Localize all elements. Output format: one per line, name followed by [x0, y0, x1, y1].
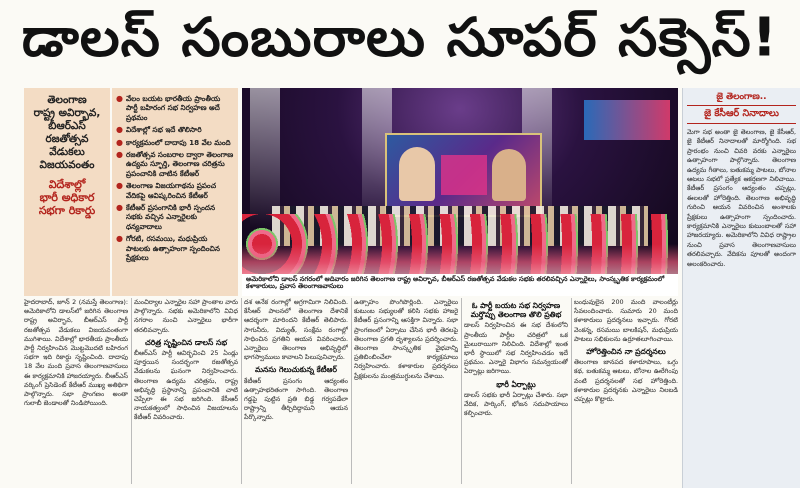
column-text: బంధువులైన 200 మంది వాలంటీర్లు సేవలందించారు. సుమారు 20 మంది కళాకారులు ప్రదర్శనలు ఇచ్చారు. గోరటి వెంకన్న, రసమయి బాలకిషన్, మధుప్రియ పాటలు సభికులను ఉర్రూతలూగించాయి. — [574, 298, 678, 343]
deck-line: విజయవంతం — [39, 159, 95, 171]
stage-screen — [385, 133, 542, 217]
sidebar-box — [682, 88, 800, 488]
bullet-dot-icon: ● — [116, 125, 123, 135]
event-photo — [242, 88, 678, 296]
bullet-text: ఉద్యమ స్ఫూర్తి, తెలంగాణ చరిత్రను — [125, 159, 225, 169]
deck-box — [24, 88, 110, 296]
deck-line: రాష్ట్ర అవిర్భావ, — [33, 107, 101, 119]
sidebar-body: మెగా సభ అంతా జై తెలంగాణ, జై కేసీఆర్, జై కేటీఆర్ నినాదాలతో మార్మోగింది. సభ ప్రారంభం నుంచి చివరి వరకు ఎన్నారైలు ఉత్సాహంగా పాల్గొన్నారు. తెలంగాణ ఉద్యమ గీతాలు, బతుకమ్మ పాటలు, బోనాల ఆటలు సభలో ప్రత్యేక ఆకర్షణగా నిలిచాయి. కేటీఆర్ ప్రసంగం ఆద్యంతం చప్పట్లు, ఈలలతో హోరెత్తింది. తెలంగాణ అభివృద్ధి గురించి ఆయన వివరించిన అంశాలకు ప్రేక్షకులు ఉత్సాహంగా స్పందించారు. కార్యక్రమానికి ఎన్నారైలు కుటుంబాలతో సహా హాజరయ్యారు. అమెరికాలోని వివిధ రాష్ట్రాల నుంచి ప్రవాస తెలంగాణవాసులు తరలివచ్చారు. వేదికను పూలతో అందంగా అలంకరించారు. — [687, 128, 796, 268]
column-text: మంచిర్యాల ఎన్నారైల సహా ప్రాంతాల వారు పాల్గొన్నారు. సభకు అమెరికాలోని వివిధ నగరాల నుంచి ఎన్నారైలు భారీగా తరలివచ్చారు. — [134, 298, 238, 334]
deck-red-line: విదేశాల్లో — [48, 178, 86, 191]
bullet-text: వేలం బయట భారతీయ ప్రాంతీయ పార్టీ — [125, 94, 221, 113]
column-text: బీఆర్ఎస్ పార్టీ ఆవిర్భవించి 25 ఏండ్లు పూర్తయిన సందర్భంగా రజతోత్సవ వేడుకలను ఘనంగా నిర్వహించారు. తెలంగాణ ఉద్యమ చరిత్రను, రాష్ట్ర అభివృద్ధి ప్రస్థానాన్ని ప్రపంచానికి చాటి చెప్పేలా ఈ సభ జరిగింది. కేసీఆర్ నాయకత్వంలో సాధించిన విజయాలను కేటీఆర్ వివరించారు. — [134, 349, 238, 422]
bullet-text: కార్యక్రమంలో దాదాపు 18 వేల మంది — [125, 137, 231, 147]
bullet-item — [116, 203, 234, 231]
deck-red-line: భారీ అధికార — [39, 191, 95, 204]
bullet-item — [116, 94, 234, 122]
bullet-item — [116, 125, 234, 134]
flower-decoration — [242, 244, 678, 274]
bullet-text: బహిరంగ సభ నిర్వహణ అదే ప్రథమం — [125, 103, 220, 122]
column-divider — [571, 298, 572, 484]
bullet-text: ప్రపంచానికి చాటిన కేటీఆర్ — [125, 168, 200, 178]
column-subhead: ఓ పార్టీ బయట సభ నిర్వహణ మర్తొప్పు తెలంగాణ తొలి ప్రతిభ — [470, 301, 562, 320]
sidebar-title: జై కేసీఆర్ నినాదాలు — [687, 108, 796, 124]
lead-section — [0, 88, 800, 296]
column-subhead: భారీ ఏర్పాట్లు — [496, 379, 536, 389]
column-subhead: హోరెత్తించిన నా ప్రదర్శనలు — [586, 347, 666, 357]
column-divider — [351, 298, 352, 484]
deck-line: రజతోత్సవ — [45, 133, 89, 145]
bullet-dot-icon: ● — [116, 150, 123, 160]
screen-banner — [441, 155, 487, 195]
headline-banner — [0, 2, 800, 86]
column-text: హైదరాబాద్, జూన్ 2 (నమస్తే తెలంగాణ): అమెరికాలోని డాలస్‌లో జరిగిన తెలంగాణ రాష్ట్ర అవిర్భావ, బీఆర్ఎస్ పార్టీ రజతోత్సవ వేడుకలు విజయవంతంగా ముగిశాయి. విదేశాల్లో భారతీయ ప్రాంతీయ పార్టీ నిర్వహించిన మొట్టమొదటి బహిరంగ సభగా ఇది రికార్డు సృష్టించింది. దాదాపు 18 వేల మంది ప్రవాస తెలంగాణవాసులు ఈ కార్యక్రమానికి హాజరయ్యారు. బీఆర్ఎస్ వర్కింగ్ ప్రెసిడెంట్ కేటీఆర్ ముఖ్య అతిథిగా పాల్గొన్నారు. సభా ప్రాంగణం అంతా గులాబీ జెండాలతో నిండిపోయింది. — [24, 298, 128, 408]
article-column — [354, 298, 458, 484]
bullet-dot-icon: ● — [116, 234, 123, 244]
bullet-item — [116, 181, 234, 200]
bullet-text: గోరటి, రసమయి, మధుప్రియ పాటలకు — [125, 234, 208, 253]
bullet-item — [116, 138, 234, 147]
column-text: ఉత్సాహం పొంగిపొర్లింది. ఎన్నారైలు కుటుంబ సభ్యులతో కలిసి సభకు హాజరై కేటీఆర్ ప్రసంగాన్ని ఆసక్తిగా విన్నారు. సభా ప్రాంగణంలో ఏర్పాటు చేసిన భారీ తెరలపై తెలంగాణ ప్రగతి దృశ్యాలను ప్రదర్శించారు. తెలంగాణ సాంస్కృతిక వైభవాన్ని ప్రతిబింబించేలా కార్యక్రమాలు నిర్వహించారు. కళాకారుల ప్రదర్శనలు ప్రేక్షకులను మంత్రముగ్ధులను చేశాయి. — [354, 298, 458, 380]
screen-portrait — [492, 149, 526, 201]
bullet-text: కేటీఆర్ ప్రసంగానికి భారీ స్పందన — [125, 203, 215, 213]
column-text: డాలస్ సభకు భారీ ఏర్పాట్లు చేశారు. సభా వేదిక, పార్కింగ్, భోజన సదుపాయాలు కల్పించారు. — [464, 390, 568, 418]
deck-line: బీఆర్ఎస్ — [48, 120, 86, 132]
bullet-list — [112, 88, 238, 296]
deck-line: తెలంగాణ — [47, 94, 87, 106]
bullet-item — [116, 150, 234, 178]
column-text: కేటీఆర్ ప్రసంగం ఆద్యంతం ఉత్సాహభరితంగా సాగింది. తెలంగాణ గడ్డపై పుట్టిన ప్రతి బిడ్డ గర్వపడేలా రాష్ట్రాన్ని తీర్చిదిద్దామని ఆయన పేర్కొన్నారు. — [244, 376, 348, 422]
bullet-dot-icon: ● — [116, 94, 123, 103]
bullet-dot-icon: ● — [116, 203, 123, 213]
bullet-text: ఉత్సాహంగా స్పందించిన ప్రేక్షకులు — [125, 243, 220, 263]
bullet-text: రజతోత్సవ సంబరాల ద్వారా తెలంగాణ — [125, 150, 234, 160]
article-column — [24, 298, 128, 484]
bullet-text: విదేశాల్లో సభ ఇదే తొలిసారి — [125, 125, 202, 135]
screen-portrait — [399, 147, 435, 201]
sidebar-kicker: జై తెలంగాణ.. — [687, 92, 796, 106]
bullet-dot-icon: ● — [116, 181, 123, 191]
column-text: దశ అనేక రంగాల్లో అగ్రగామిగా నిలిచింది. కేసీఆర్ పాలనలో తెలంగాణ దేశానికే ఆదర్శంగా మారిందని కేటీఆర్ తెలిపారు. సాగునీరు, విద్యుత్, సంక్షేమ రంగాల్లో సాధించిన ప్రగతిని ఆయన వివరించారు. ఎన్నారైలు తెలంగాణ అభివృద్ధిలో భాగస్వాములు కావాలని పిలుపునిచ్చారు. — [244, 298, 348, 362]
column-subhead: మనసు గెలుచుకున్న కేటీఆర్ — [254, 365, 337, 375]
bullet-text: తెలంగాణ విజయగాథను ప్రపంచ — [125, 181, 217, 191]
column-divider — [241, 298, 242, 484]
photo-caption: అమెరికాలోని డాలస్ నగరంలో ఆదివారం జరిగిన తెలంగాణ రాష్ట్ర అవిర్భావ, బీఆర్ఎస్ రజతోత్సవ వేడుకల సభకు తరలివచ్చిన ఎన్నారైలు, సాంస్కృతిక కార్యక్రమంలో కళాకారులు, ప్రవాస తెలంగాణవాసులు — [242, 274, 678, 296]
bullet-text: సభకు వచ్చిన ఎన్నారైలకు ధన్యవాదాలు — [125, 212, 198, 231]
column-text: తెలంగాణ జానపద కళారూపాలు, ఒగ్గు కథ, బతుకమ్మ ఆటలు, బోనాల ఊరేగింపు వంటి ప్రదర్శనలతో సభ హోరెత్తింది. కళాకారుల ప్రదర్శనకు ఎన్నారైలు నిలబడి చప్పట్లు కొట్టారు. — [574, 358, 678, 404]
column-text: డాలస్ నిర్వహించిన ఈ సభ దేశంలోని ప్రాంతీయ పార్టీల చరిత్రలో ఒక మైలురాయిగా నిలిచింది. విదేశాల్లో ఇంత భారీ స్థాయిలో సభ నిర్వహించడం ఇదే ప్రథమం. ఎన్నారై విభాగం సమన్వయంతో ఏర్పాట్లు జరిగాయి. — [464, 321, 568, 376]
column-divider — [461, 298, 462, 484]
article-column — [574, 298, 678, 484]
article-column — [134, 298, 238, 484]
deck-red-line: సభగా రికార్డు — [38, 204, 96, 217]
deck-line: వేడుకలు — [49, 146, 85, 158]
column-divider — [131, 298, 132, 484]
article-column — [464, 298, 568, 484]
headline: డాలస్ సంబురాలు సూపర్ సక్సెస్! — [21, 6, 779, 69]
bullet-dot-icon: ● — [116, 137, 123, 147]
column-subhead: చరిత్ర సృష్టించిన డాలస్ సభ — [144, 337, 228, 347]
bullet-text: వేదికపై ఆవిష్కరించిన కేటీఆర్ — [125, 190, 208, 200]
side-screen — [584, 100, 670, 140]
bullet-item — [116, 234, 234, 262]
article-column — [244, 298, 348, 484]
